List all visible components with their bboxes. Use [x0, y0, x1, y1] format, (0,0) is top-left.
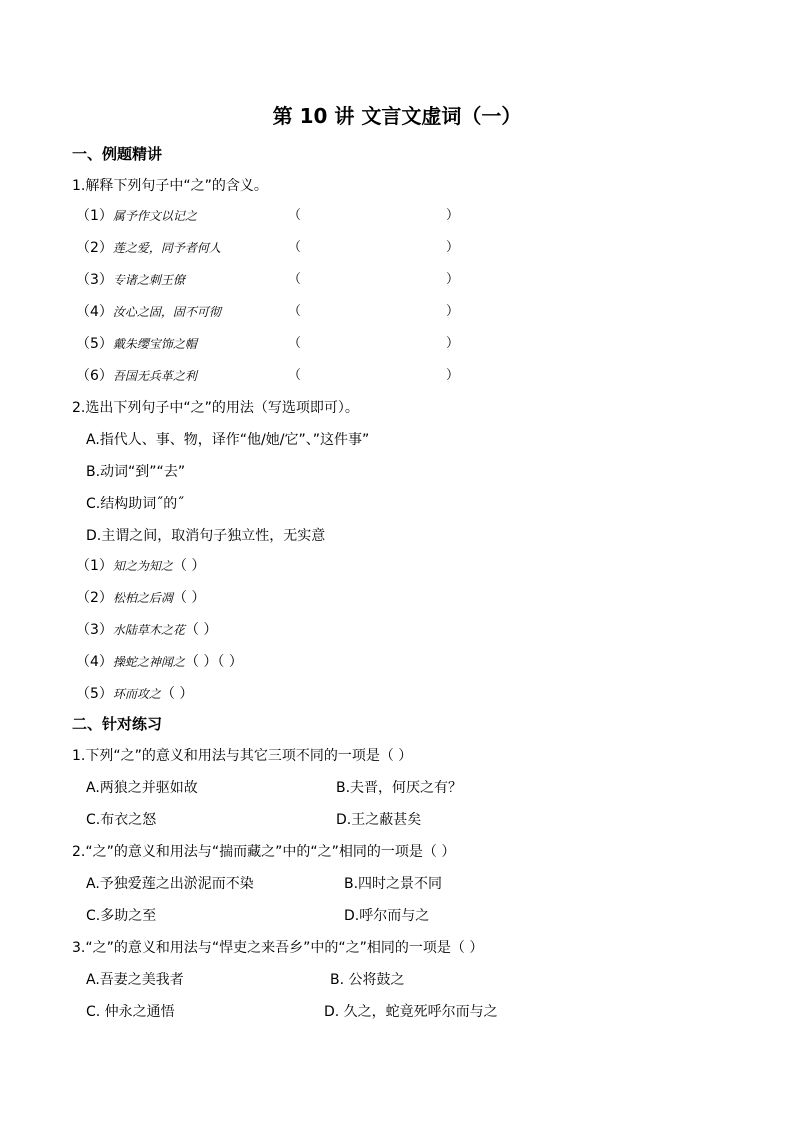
- list-item: [76, 556, 205, 576]
- section-heading-1: 一、例题精讲: [72, 145, 163, 163]
- answer-paren-close: ）: [446, 304, 460, 319]
- answer-paren-open: （: [288, 368, 302, 383]
- answer-paren-close: ）: [446, 368, 460, 383]
- item-number: （4）: [76, 304, 113, 320]
- option-d: D.呼尔而与之: [344, 908, 430, 924]
- list-item: [76, 206, 197, 226]
- option-b: B.动词“到”“去”: [86, 464, 186, 480]
- answer-blank: （ ）: [184, 622, 218, 638]
- answer-paren-open: （: [288, 240, 302, 255]
- answer-paren-open: （: [288, 272, 302, 287]
- option-d: D.王之蔽甚矣: [336, 812, 422, 828]
- option-a: A.吾妻之美我者: [86, 972, 184, 988]
- practice-question-2-prompt: 2.“之”的意义和用法与“揣而藏之”中的“之”相同的一项是（ ）: [72, 844, 456, 860]
- answer-blank: （ ）: [160, 686, 194, 702]
- item-number: （2）: [76, 240, 113, 256]
- list-item: [76, 588, 205, 608]
- item-text: 莲之爱，同予者何人: [112, 241, 221, 255]
- item-text: 松柏之后凋: [112, 591, 173, 605]
- item-text: 知之为知之: [112, 559, 173, 573]
- option-b: B. 公将鼓之: [330, 972, 405, 988]
- list-item: [76, 302, 221, 322]
- option-c: C. 仲永之通悟: [86, 1004, 175, 1020]
- option-c: C.结构助词˝的˝: [86, 496, 185, 512]
- list-item: [76, 652, 243, 672]
- question-2-prompt: 2.选出下列句子中“之”的用法（写选项即可）。: [72, 400, 359, 416]
- option-a: A.予独爱莲之出淤泥而不染: [86, 876, 254, 892]
- list-item: [76, 366, 197, 386]
- section-heading-2: 二、针对练习: [72, 715, 163, 733]
- item-text: 环而攻之: [112, 687, 161, 701]
- list-item: [76, 684, 193, 704]
- item-number: （5）: [76, 686, 113, 702]
- option-c: C.布衣之怒: [86, 812, 157, 828]
- answer-paren-close: ）: [446, 272, 460, 287]
- option-a: A.两狼之并驱如故: [86, 780, 198, 796]
- answer-paren-close: ）: [446, 208, 460, 223]
- option-c: C.多助之至: [86, 908, 157, 924]
- answer-paren-open: （: [288, 304, 302, 319]
- answer-paren-close: ）: [446, 336, 460, 351]
- item-text: 戴朱缨宝饰之帽: [112, 337, 197, 351]
- answer-paren-open: （: [288, 336, 302, 351]
- item-text: 操蛇之神闻之: [112, 655, 185, 669]
- item-number: （4）: [76, 654, 113, 670]
- list-item: [76, 270, 185, 290]
- answer-blank: （ ）（ ）: [184, 654, 243, 670]
- item-text: 专诸之刺王僚: [112, 273, 185, 287]
- list-item: [76, 334, 197, 354]
- question-1-prompt: 1.解释下列句子中“之”的含义。: [72, 178, 268, 194]
- answer-blank: （ ）: [172, 558, 206, 574]
- option-a: A.指代人、事、物，译作“他/她/它”、”这件事”: [86, 432, 370, 448]
- item-number: （6）: [76, 368, 113, 384]
- item-number: （1）: [76, 208, 113, 224]
- option-d: D. 久之，蛇竟死呼尔而与之: [324, 1004, 498, 1020]
- practice-question-3-prompt: 3.“之”的意义和用法与“悍吏之来吾乡”中的“之”相同的一项是（ ）: [72, 940, 484, 956]
- item-number: （3）: [76, 622, 113, 638]
- item-text: 吾国无兵革之利: [112, 369, 197, 383]
- item-text: 属予作文以记之: [112, 209, 197, 223]
- answer-blank: （ ）: [172, 590, 206, 606]
- item-number: （2）: [76, 590, 113, 606]
- option-d: D.主谓之间，取消句子独立性，无实意: [86, 528, 326, 544]
- answer-paren-open: （: [288, 208, 302, 223]
- answer-paren-close: ）: [446, 240, 460, 255]
- page-title: 第 10 讲 文言文虚词（一）: [272, 104, 522, 128]
- item-text: 汝心之固，固不可彻: [112, 305, 221, 319]
- item-number: （3）: [76, 272, 113, 288]
- option-b: B.夫晋，何厌之有？: [336, 780, 463, 796]
- list-item: [76, 238, 221, 258]
- item-number: （1）: [76, 558, 113, 574]
- practice-question-1-prompt: 1.下列“之”的意义和用法与其它三项不同的一项是（ ）: [72, 748, 413, 764]
- item-number: （5）: [76, 336, 113, 352]
- list-item: [76, 620, 217, 640]
- option-b: B.四时之景不同: [344, 876, 443, 892]
- item-text: 水陆草木之花: [112, 623, 185, 637]
